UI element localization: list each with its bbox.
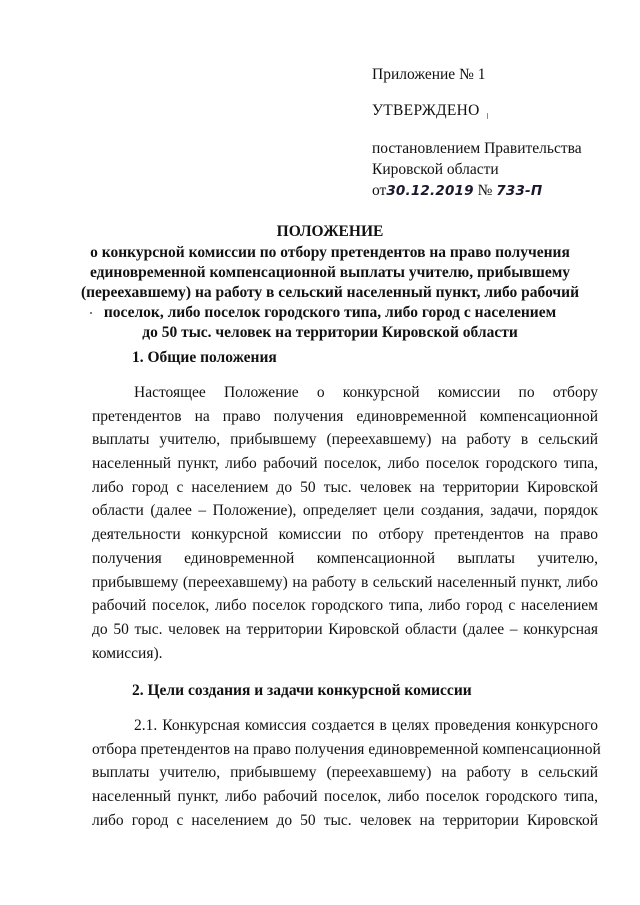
title-line: (переехавшему) на работу в сельский населенный пункт, либо рабочий — [80, 284, 580, 301]
date-prefix: от — [372, 182, 387, 199]
decree-line-1: постановлением Правительства — [372, 140, 582, 157]
approval-block — [372, 64, 622, 202]
annex-number: Приложение № 1 — [372, 66, 486, 83]
handwritten-number: 733-П — [496, 183, 543, 199]
section-1-heading: 1. Общие положения — [132, 349, 277, 366]
title-line: о конкурсной комиссии по отбору претендентов на право получения — [90, 244, 570, 261]
paragraph-line: комиссия). — [92, 644, 163, 662]
paragraph-line: населенный пункт, либо рабочий поселок, либо поселок городского типа, — [92, 455, 598, 473]
paragraph-line: области (далее – Положение), определяет цели создания, задачи, порядок — [92, 502, 598, 520]
title-line: до 50 тыс. человек на территории Кировской области — [142, 324, 518, 341]
paragraph-line: получения единовременной компенсационной выплаты учителю, — [92, 549, 598, 567]
paragraph-line: выплаты учителю, прибывшему (переехавшему) на работу в сельский — [92, 431, 598, 449]
title-main: ПОЛОЖЕНИЕ — [276, 223, 384, 240]
paragraph-line: 2.1. Конкурсная комиссия создается в целях проведения конкурсного — [134, 717, 598, 734]
paragraph-line: претендентов на право получения единовременной компенсационной — [92, 407, 598, 425]
title-line: единовременной компенсационной выплаты учителю, прибывшему — [89, 264, 570, 281]
paragraph-line: выплаты учителю, прибывшему (переехавшему) на работу в сельский — [92, 764, 598, 782]
paragraph-line: населенный пункт, либо рабочий поселок, либо поселок городского типа, — [92, 788, 598, 806]
paragraph-line: Настоящее Положение о конкурсной комиссии по отбору — [134, 384, 598, 401]
approved-stamp: УТВЕРЖДЕНО — [372, 102, 480, 119]
section-1-paragraph — [92, 381, 598, 665]
scan-speck — [487, 113, 488, 119]
number-sign: № — [477, 182, 493, 199]
paragraph-line: до 50 тыс. человек на территории Кировской области (далее – конкурсная — [92, 620, 598, 638]
paragraph-line: отбора претендентов на право получения единовременной компенсационной — [92, 740, 601, 758]
section-2-heading: 2. Цели создания и задачи конкурсной комиссии — [132, 682, 472, 699]
decree-date-number — [372, 180, 622, 202]
paragraph-line: деятельности конкурсной комиссии по отбору претендентов на право — [92, 526, 598, 544]
paragraph-line: либо город с населением до 50 тыс. человек на территории Кировской — [92, 478, 598, 496]
paragraph-line: прибывшему (переехавшему) на работу в сельский населенный пункт, либо — [92, 573, 598, 591]
title-line: поселок, либо поселок городского типа, либо город с населением — [103, 304, 557, 321]
document-title — [60, 222, 600, 343]
scan-speck — [90, 312, 92, 314]
paragraph-line: либо город с населением до 50 тыс. человек на территории Кировской — [92, 811, 598, 829]
handwritten-date: 30.12.2019 — [386, 183, 474, 199]
decree-line-2: Кировской области — [372, 161, 499, 178]
section-2-paragraph — [92, 714, 601, 832]
paragraph-line: рабочий поселок, либо поселок городского типа, либо город с населением — [92, 597, 598, 615]
